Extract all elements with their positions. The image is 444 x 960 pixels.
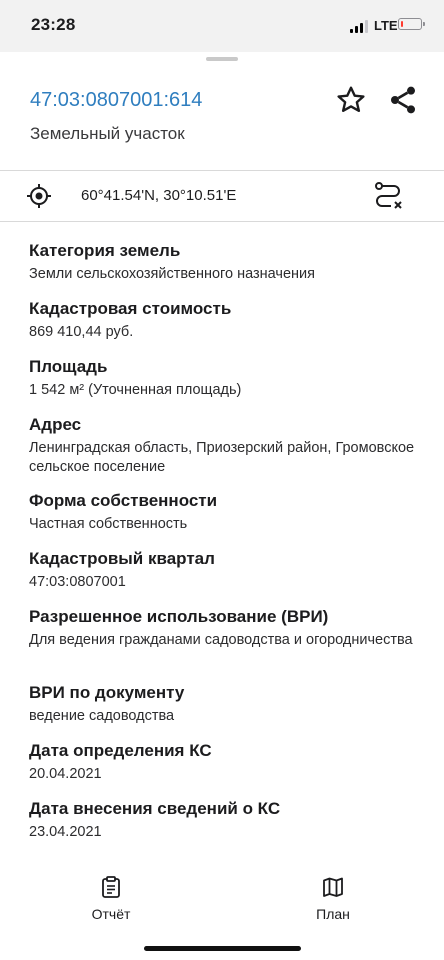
favorite-button[interactable] [335,84,367,116]
field-value: Частная собственность [29,516,188,532]
locate-button[interactable] [26,183,52,209]
network-type: LTE [374,18,398,33]
signal-icon [350,20,370,33]
share-icon [387,84,419,116]
field-entry-date [29,799,429,842]
object-type: Земельный участок [30,124,185,143]
field-address [29,415,429,477]
battery-fill [401,21,403,27]
field-value: 869 410,44 руб. [29,324,134,340]
field-ownership [29,491,429,534]
field-value: 20.04.2021 [29,766,102,782]
field-land-category [29,241,429,284]
field-value: 47:03:0807001 [29,574,126,590]
field-cadastral-block [29,549,429,592]
field-label: ВРИ по документу [29,683,185,702]
route-button[interactable] [372,180,404,212]
field-value: Ленинградская область, Приозерский район, Громовское сельское поселение [29,440,415,475]
clipboard-icon [100,876,122,898]
cadastral-number[interactable]: 47:03:0807001:614 [30,89,203,111]
field-value: Для ведения гражданами садоводства и огородничества [29,632,413,648]
field-label: Площадь [29,357,108,376]
field-use-by-document [29,683,429,726]
battery-icon [398,18,422,30]
plan-label: План [316,906,350,922]
status-bar [0,0,444,52]
star-icon [335,84,367,116]
field-value: ведение садоводства [29,708,175,724]
field-value: 1 542 м² (Уточненная площадь) [29,382,242,398]
field-permitted-use [29,607,429,650]
map-icon [322,876,344,898]
coordinates-row [0,171,444,221]
status-time: 23:28 [31,15,76,34]
field-label: Форма собственности [29,491,218,510]
divider [0,221,444,222]
target-icon [26,183,52,209]
report-label: Отчёт [91,906,131,922]
route-icon [372,180,404,212]
coordinates-text[interactable]: 60°41.54'N, 30°10.51'E [81,187,237,204]
sheet-drag-handle[interactable] [206,57,238,61]
field-label: Адрес [29,415,82,434]
field-label: Кадастровый квартал [29,549,215,568]
field-label: Дата определения КС [29,741,212,760]
field-label: Дата внесения сведений о КС [29,799,281,818]
field-area [29,357,429,400]
field-cadastral-value [29,299,429,342]
field-value: Земли сельскохозяйственного назначения [29,266,315,282]
report-button[interactable] [61,876,161,922]
share-button[interactable] [387,84,419,116]
home-indicator[interactable] [144,946,301,951]
field-value: 23.04.2021 [29,824,102,840]
plan-button[interactable] [283,876,383,922]
field-label: Разрешенное использование (ВРИ) [29,607,329,626]
field-label: Категория земель [29,241,181,260]
field-label: Кадастровая стоимость [29,299,232,318]
field-valuation-date [29,741,429,784]
